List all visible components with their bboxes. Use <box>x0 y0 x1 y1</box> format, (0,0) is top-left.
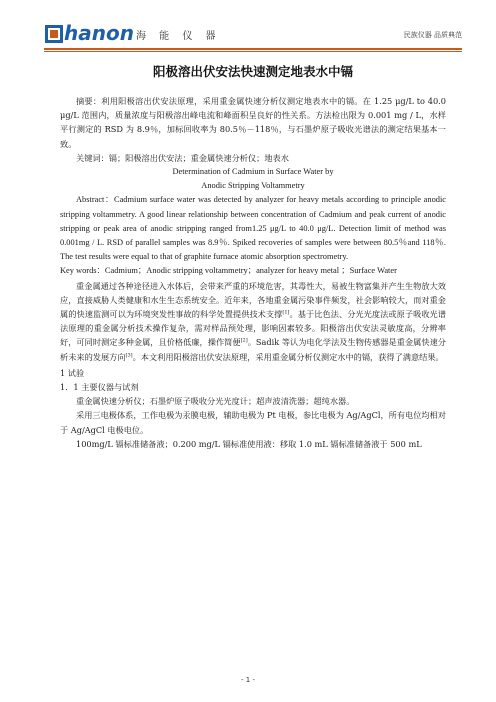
logo-wordmark: hanon <box>64 21 134 45</box>
abstract-en: Abstract：Cadmium surface water was detected by analyzer for heavy metals according to principle anodic stripping voltammetry. A good linear relationship between concentration of Cadmium and peak current of anodic stripping or peak area of anodic stripping ranged from1.25 μg/L to 40.0 μg/L. Detection limit of method was 0.001mg / L. RSD of parallel samples was 8.9％. Spiked recoveries of samples were between 80.5％and 118％. The test results were equal to that of graphite furnace atomic absorption spectrometry. <box>60 195 446 262</box>
hanon-logo-icon <box>44 23 66 45</box>
keywords-cn: 关键词：镉；阳极溶出伏安法；重金属快速分析仪；地表水 <box>76 152 289 163</box>
ref-3: [3] <box>125 351 133 358</box>
header-slogan: 民族仪器 品质典范 <box>403 31 462 39</box>
header-divider <box>44 48 462 50</box>
intro-text-a: 重金属通过各种途径进入水体后，会带来严重的环境危害，其毒性大，易被生物富集并产生生物放大效应，直接威胁人类健康和水生生态系统安全。近年来，各地重金属污染事件频发，社会影响较大，而对重金属的快速监测可以为环境突发性事故的科学处置提供技术支撑 <box>60 280 446 320</box>
header-divider-thin <box>44 51 462 52</box>
keywords-en: Key words：Cadmium；Anodic stripping voltammetry；analyzer for heavy metal ；Surface Water <box>60 266 397 276</box>
instruments-paragraph: 重金属快速分析仪；石墨炉原子吸收分光光度计；超声波清洗器；超纯水器。 <box>76 396 355 407</box>
intro-paragraph <box>60 279 446 364</box>
electrodes-paragraph: 采用三电极体系，工作电极为汞膜电极，辅助电极为 Pt 电极，参比电极为 Ag/AgCl，所有电位均相对于 Ag/AgCl 电极电位。 <box>60 410 446 435</box>
abstract-cn: 摘要：利用阳极溶出伏安法原理，采用重金属快速分析仪测定地表水中的镉。在 1.25 μg/L to 40.0 μg/L 范围内，质量浓度与阳极溶出峰电流和峰面积呈良好的性关系。方法检出限为 0.001 mg / L，水样平行测定的 RSD 为 8.9％，加标回收率为 80.5％－118％，与石墨炉原子吸收光谱法的测定结果基本一致。 <box>60 96 446 149</box>
section-heading-1-1: 1．1 主要仪器与试剂 <box>60 382 139 393</box>
intro-text-b: 。基于比色法、分光光度法或原子吸收光谱法原理的重金属分析技术操作复杂，需对样品预处理，影响因素较多。阳极溶出伏安法灵敏度高，分辨率好，可同时测定多种金属，且价格低廉，操作简便 <box>60 309 446 348</box>
ref-1: [1] <box>282 309 290 316</box>
title-en-line2: Anodic Stripping Voltammetry <box>201 181 305 191</box>
document-title: 阳极溶出伏安法快速测定地表水中镉 <box>152 64 353 79</box>
document-body <box>60 62 446 451</box>
page-header <box>44 20 462 48</box>
intro-text-d: 。本文利用阳极溶出伏安法原理，采用重金属分析仪测定水中的镉，获得了满意结果。 <box>132 351 444 362</box>
section-heading-1: 1 试验 <box>60 367 85 378</box>
intro-text-c: 。Sadik 等认为电化学法及生物传感器是重金属快速分析未来的发展方向 <box>60 337 446 362</box>
title-en-line1: Determination of Cadmium in Surface Water by <box>172 167 334 177</box>
company-name: 海 能 仪 器 <box>136 31 221 42</box>
ref-2: [2] <box>240 337 248 344</box>
page-number: - 1 - <box>241 676 255 684</box>
solution-paragraph: 100mg/L 镉标准储备液；0.200 mg/L 镉标准使用液：移取 1.0 mL 镉标准储备液于 500 mL <box>76 438 422 449</box>
